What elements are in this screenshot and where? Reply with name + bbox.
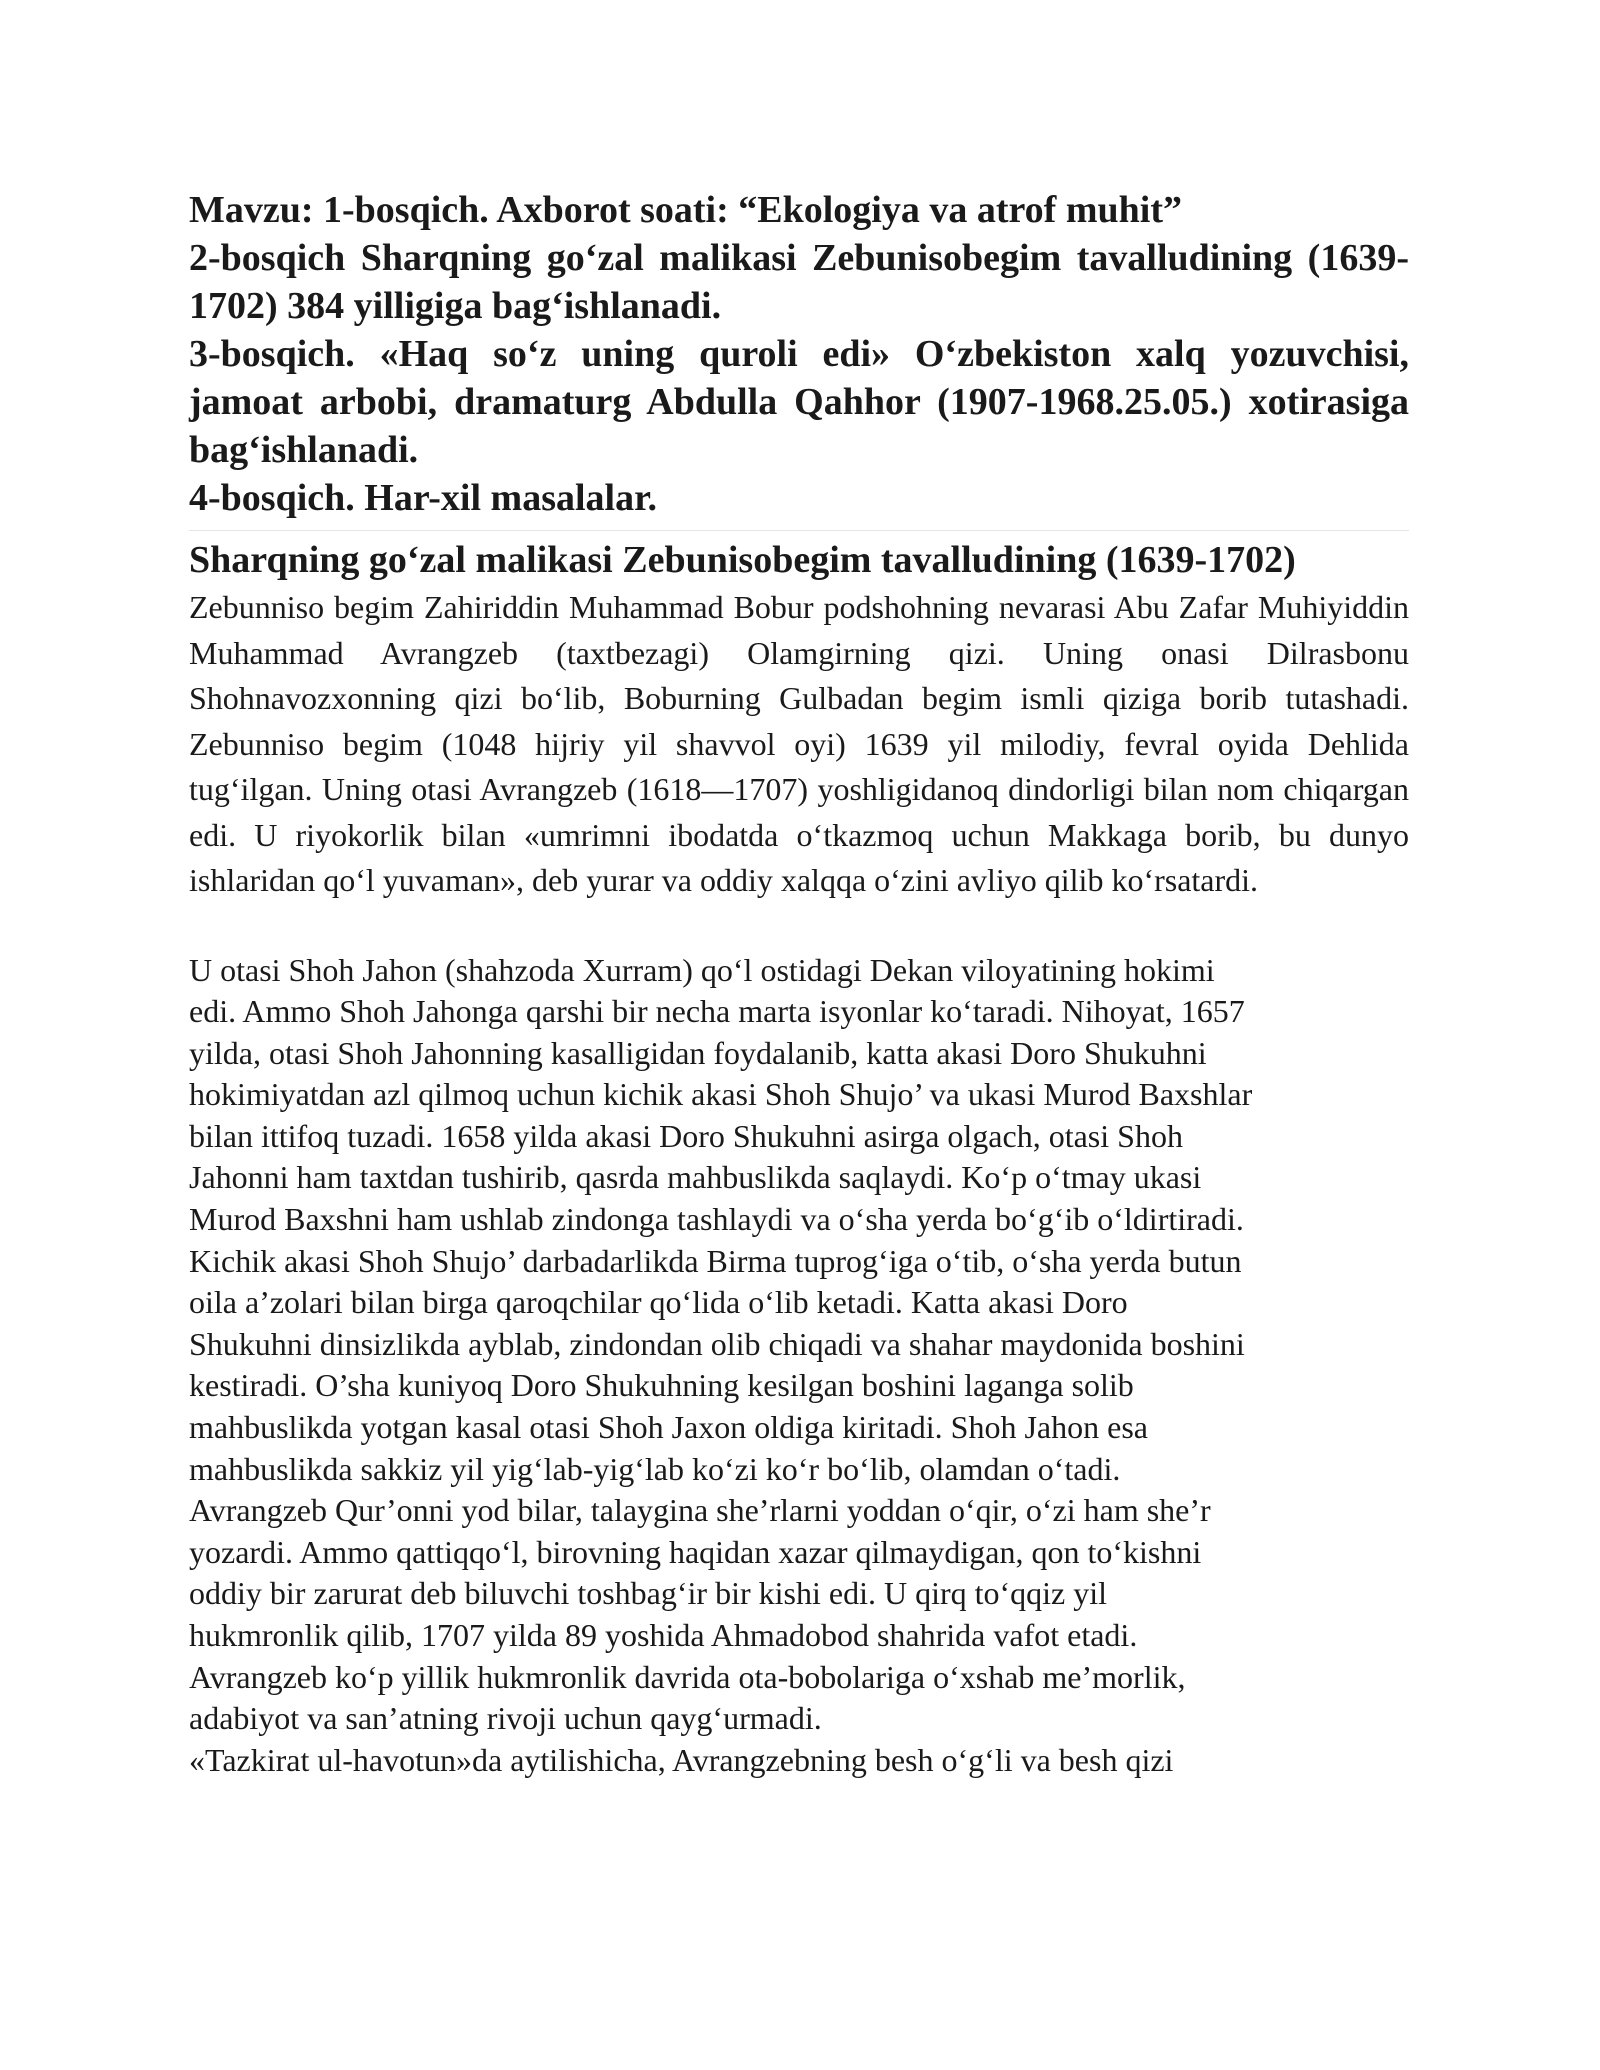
- paragraph-2-line: hukmronlik qilib, 1707 yilda 89 yoshida Ahmadobod shahrida vafot etadi.: [189, 1617, 1138, 1653]
- paragraph-2-line: yilda, otasi Shoh Jahonning kasalligidan foydalanib, katta akasi Doro Shukuhni: [189, 1034, 1207, 1071]
- paragraph-2-line: kestiradi. O’sha kuniyoq Doro Shukuhning kesilgan boshini laganga solib: [189, 1367, 1134, 1404]
- paragraph-2-line: Murod Baxshni ham ushlab zindonga tashlaydi va o‘sha yerda bo‘g‘ib o‘ldirtiradi.: [189, 1201, 1244, 1238]
- topic-line-2: 2-bosqich Sharqning go‘zal malikasi Zebunisobegim tavalludining (1639-1702) 384 yilligiga bag‘ishlanadi.: [189, 237, 1409, 327]
- paragraph-2-line: oila a’zolari bilan birga qaroqchilar qo‘lida o‘lib ketadi. Katta akasi Doro: [189, 1284, 1128, 1321]
- paragraph-2-line: Avrangzeb Qur’onni yod bilar, talaygina she’rlarni yoddan o‘qir, o‘zi ham she’r: [189, 1492, 1211, 1529]
- paragraph-2-line: hokimiyatdan azl qilmoq uchun kichik akasi Shoh Shujo’ va ukasi Murod Baxshlar: [189, 1076, 1253, 1113]
- topic-block: [189, 186, 1409, 522]
- topic-line-4: 4-bosqich. Har-xil masalalar.: [189, 477, 657, 519]
- topic-line-1: Mavzu: 1-bosqich. Axborot soati: “Ekologiya va atrof muhit”: [189, 189, 1182, 231]
- paragraph-2-line: Jahonni ham taxtdan tushirib, qasrda mahbuslikda saqlaydi. Ko‘p o‘tmay ukasi: [189, 1159, 1202, 1196]
- paragraph-2-line: adabiyot va san’atning rivoji uchun qayg‘urmadi.: [189, 1700, 822, 1737]
- paragraph-2-line: edi. Ammo Shoh Jahonga qarshi bir necha marta isyonlar ko‘taradi. Nihoyat, 1657: [189, 993, 1245, 1030]
- topic-line-3: 3-bosqich. «Haq so‘z uning quroli edi» O‘zbekiston xalq yozuvchisi, jamoat arbobi, dramaturg Abdulla Qahhor (1907-1968.25.05.) xotirasiga bag‘ishlanadi.: [189, 333, 1409, 471]
- paragraph-3: «Tazkirat ul-havotun»da aytilishicha, Avrangzebning besh o‘g‘li va besh qizi: [189, 1741, 1174, 1778]
- paragraph-1: Zebunniso begim Zahiriddin Muhammad Bobur podshohning nevarasi Abu Zafar Muhiyiddin Muhammad Avrangzeb (taxtbezagi) Olamgirning qizi. Uning onasi Dilrasbonu Shohnavozxonning qizi bo‘lib, Boburning Gulbadan begim ismli qiziga borib tutashadi. Zebunniso begim (1048 hijriy yil shavvol oyi) 1639 yil milodiy, fevral oyida Dehlida tug‘ilgan. Uning otasi Avrangzeb (1618—1707) yoshligidanoq dindorligi bilan nom chiqargan edi. U riyokorlik bilan «umrimni ibodatda o‘tkazmoq uchun Makkaga borib, bu dunyo ishlaridan qo‘l yuvaman», deb yurar va oddiy xalqqa o‘zini avliyo qilib ko‘rsatardi.: [189, 589, 1409, 898]
- paragraph-2-line: U otasi Shoh Jahon (shahzoda Xurram) qo‘l ostidagi Dekan viloyatining hokimi: [189, 951, 1215, 988]
- paragraph-2-line: yozardi. Ammo qattiqqo‘l, birovning haqidan xazar qilmaydigan, qon to‘kishni: [189, 1533, 1202, 1570]
- section-title: Sharqning go‘zal malikasi Zebunisobegim tavalludining (1639-1702): [189, 539, 1296, 581]
- section-divider: [189, 530, 1409, 531]
- paragraph-2-line: mahbuslikda sakkiz yil yig‘lab-yig‘lab ko‘zi ko‘r bo‘lib, olamdan o‘tadi.: [189, 1450, 1121, 1487]
- paragraph-2-line: mahbuslikda yotgan kasal otasi Shoh Jaxon oldiga kiritadi. Shoh Jahon esa: [189, 1409, 1148, 1446]
- document-page: [189, 186, 1409, 1781]
- paragraph-2: [189, 950, 1409, 1740]
- paragraph-2-line: Kichik akasi Shoh Shujo’ darbadarlikda Birma tuprog‘iga o‘tib, o‘sha yerda butun: [189, 1242, 1242, 1279]
- paragraph-2-line: oddiy bir zarurat deb biluvchi toshbag‘ir bir kishi edi. U qirq to‘qqiz yil: [189, 1575, 1108, 1612]
- paragraph-2-line: Avrangzeb ko‘p yillik hukmronlik davrida ota-bobolariga o‘xshab me’morlik,: [189, 1658, 1186, 1695]
- paragraph-2-line: Shukuhni dinsizlikda ayblab, zindondan olib chiqadi va shahar maydonida boshini: [189, 1325, 1245, 1362]
- paragraph-2-line: bilan ittifoq tuzadi. 1658 yilda akasi Doro Shukuhni asirga olgach, otasi Shoh: [189, 1117, 1183, 1154]
